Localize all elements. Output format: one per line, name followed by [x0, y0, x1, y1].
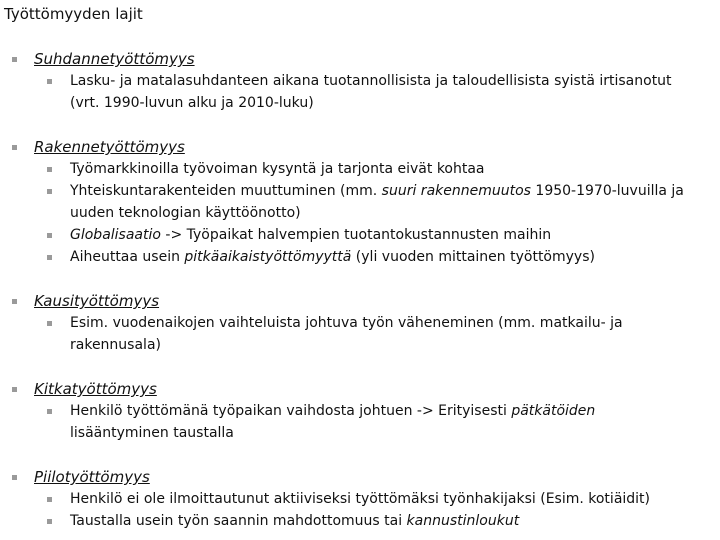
square-bullet-icon	[12, 145, 17, 150]
slide-title: Työttömyyden lajit	[4, 5, 143, 23]
square-bullet-icon	[47, 497, 52, 502]
list-item-text: Työmarkkinoilla työvoiman kysyntä ja tarjonta eivät kohtaa	[70, 161, 485, 177]
section-heading-row	[0, 136, 720, 158]
list-item-text-pre: Taustalla usein työn saannin mahdottomuus tai	[70, 513, 407, 529]
square-bullet-icon	[47, 321, 52, 326]
section-heading-row	[0, 290, 720, 312]
square-bullet-icon	[47, 189, 52, 194]
list-item-text-pre: Henkilö työttömänä työpaikan vaihdosta johtuen -> Erityisesti	[70, 403, 512, 419]
square-bullet-icon	[12, 299, 17, 304]
list-item	[0, 224, 720, 246]
section-heading[interactable]: Kitkatyöttömyys	[34, 380, 157, 398]
list-item	[0, 246, 720, 268]
square-bullet-icon	[47, 519, 52, 524]
section-kausityottomyys	[0, 290, 720, 356]
list-item-emphasis: pitkäaikaistyöttömyyttä	[184, 249, 352, 265]
list-item-text: Lasku- ja matalasuhdanteen aikana tuotannollisista ja taloudellisista syistä irtisanotut (vrt. 1990-luvun alku ja 2010-luku)	[70, 73, 672, 111]
square-bullet-icon	[47, 167, 52, 172]
section-heading-row	[0, 378, 720, 400]
section-rakennetyottomyys	[0, 136, 720, 268]
list-item	[0, 70, 720, 114]
list-item	[0, 312, 720, 356]
list-item-text-post: (yli vuoden mittainen työttömyys)	[351, 249, 595, 265]
list-item-emphasis: suuri rakennemuutos	[381, 183, 531, 199]
list-item-text-post: lisääntyminen taustalla	[70, 425, 234, 441]
section-heading[interactable]: Piilotyöttömyys	[34, 468, 150, 486]
list-item-text-post: 1950-1970-luvuilla ja uuden teknologian käyttöönotto)	[70, 183, 684, 221]
list-item	[0, 488, 720, 510]
list-item-text-pre: Aiheuttaa usein	[70, 249, 185, 265]
square-bullet-icon	[47, 233, 52, 238]
section-suhdannetyottomyys	[0, 48, 720, 114]
square-bullet-icon	[47, 79, 52, 84]
section-kitkatyottomyys	[0, 378, 720, 444]
square-bullet-icon	[12, 57, 17, 62]
list-item-emphasis: pätkätöiden	[511, 403, 596, 419]
square-bullet-icon	[47, 255, 52, 260]
list-item	[0, 400, 720, 444]
list-item-text: Henkilö ei ole ilmoittautunut aktiiviseksi työttömäksi työnhakijaksi (Esim. kotiäidit)	[70, 491, 651, 507]
section-heading-row	[0, 48, 720, 70]
list-item	[0, 510, 720, 532]
square-bullet-icon	[12, 475, 17, 480]
list-item-emphasis: kannustinloukut	[406, 513, 520, 529]
list-item-text-post: -> Työpaikat halvempien tuotantokustannusten maihin	[160, 227, 552, 243]
list-item	[0, 180, 720, 224]
list-item-emphasis: Globalisaatio	[70, 227, 161, 243]
list-item	[0, 158, 720, 180]
section-heading[interactable]: Suhdannetyöttömyys	[34, 50, 195, 68]
square-bullet-icon	[47, 409, 52, 414]
section-heading-row	[0, 466, 720, 488]
square-bullet-icon	[12, 387, 17, 392]
section-piilotyottomyys	[0, 466, 720, 532]
section-heading[interactable]: Rakennetyöttömyys	[34, 138, 185, 156]
list-item-text-pre: Yhteiskuntarakenteiden muuttuminen (mm.	[70, 183, 382, 199]
slide-content	[0, 48, 720, 532]
section-heading[interactable]: Kausityöttömyys	[34, 292, 160, 310]
list-item-text: Esim. vuodenaikojen vaihteluista johtuva työn väheneminen (mm. matkailu- ja rakennusala)	[70, 315, 623, 353]
